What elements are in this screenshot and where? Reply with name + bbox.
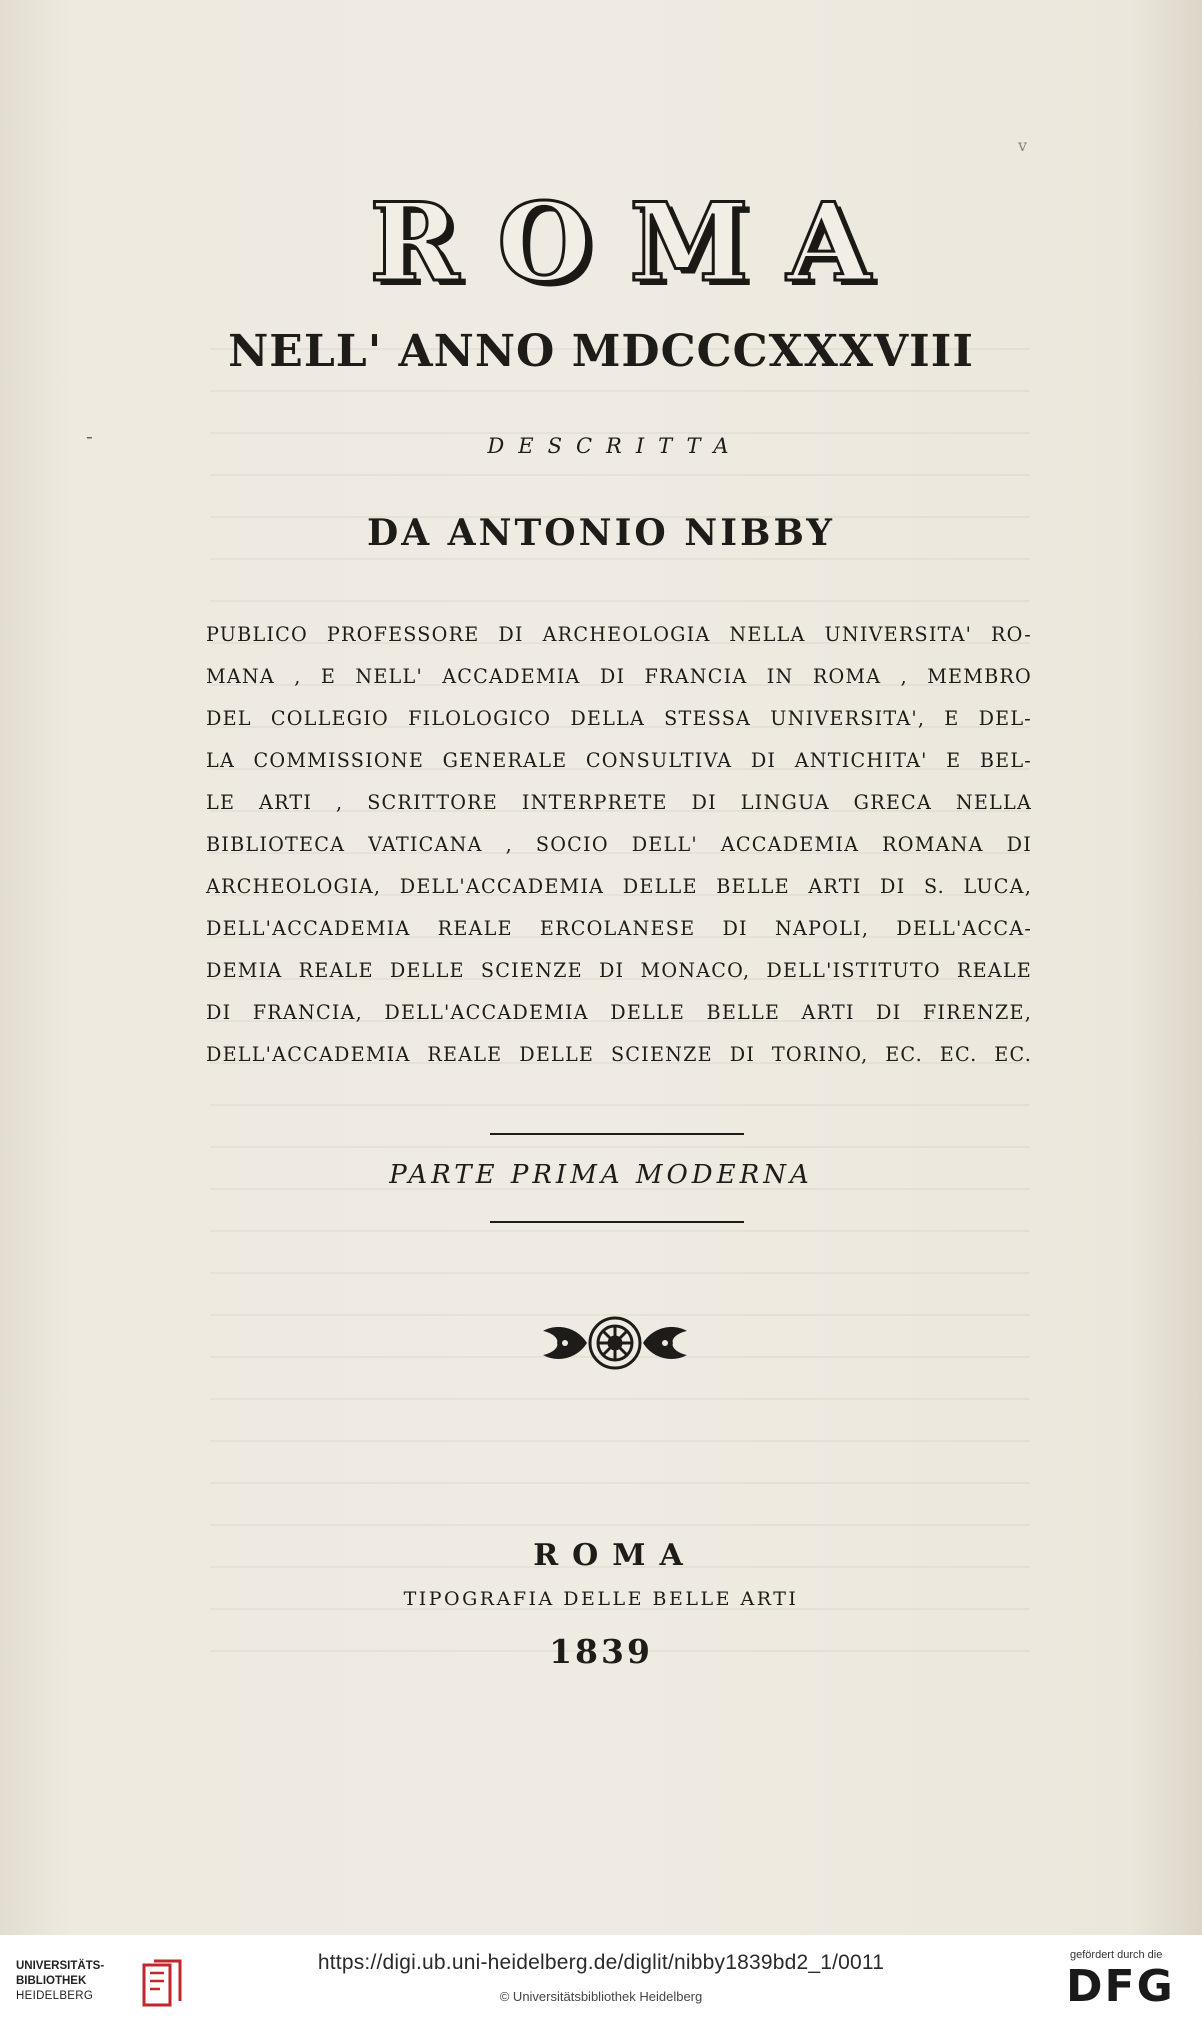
funding-note: gefördert durch die bbox=[1070, 1949, 1163, 1961]
credentials-line: DELL'ACCADEMIA REALE ERCOLANESE DI NAPOLI, DELL'ACCA- bbox=[206, 917, 1032, 940]
credentials-line: LE ARTI , SCRITTORE INTERPRETE DI LINGUA GRECA NELLA bbox=[206, 791, 1032, 814]
credentials-line: ARCHEOLOGIA, DELL'ACCADEMIA DELLE BELLE ARTI DI S. LUCA, bbox=[206, 875, 1032, 898]
dfg-logo[interactable]: DFG bbox=[1066, 1961, 1175, 2012]
credentials-line: LA COMMISSIONE GENERALE CONSULTIVA DI ANTICHITA' E BEL- bbox=[206, 749, 1032, 772]
imprint-city: ROMA bbox=[533, 1538, 697, 1573]
library-name-line: UNIVERSITÄTS- bbox=[16, 1960, 105, 1972]
page-corner-mark: v bbox=[1018, 136, 1028, 155]
copyright-notice: © Universitätsbibliothek Heidelberg bbox=[499, 1989, 703, 2004]
divider-rule-bottom bbox=[490, 1221, 744, 1223]
credentials-line: DELL'ACCADEMIA REALE DELLE SCIENZE DI TORINO, EC. EC. EC. bbox=[206, 1043, 1032, 1066]
credentials-line: PUBLICO PROFESSORE DI ARCHEOLOGIA NELLA UNIVERSITA' RO- bbox=[206, 623, 1032, 646]
descritta-label: DESCRITTA bbox=[487, 434, 743, 458]
part-heading: PARTE PRIMA MODERNA bbox=[389, 1160, 813, 1190]
credentials-line: BIBLIOTECA VATICANA , SOCIO DELL' ACCADEMIA ROMANA DI bbox=[206, 833, 1032, 856]
imprint-printer: TIPOGRAFIA DELLE BELLE ARTI bbox=[403, 1588, 799, 1610]
library-name-line: BIBLIOTHEK bbox=[16, 1975, 87, 1987]
divider-rule-top bbox=[490, 1133, 744, 1135]
fleuron-ornament-icon bbox=[537, 1313, 693, 1373]
author-line: DA ANTONIO NIBBY bbox=[367, 512, 835, 554]
imprint-year: 1839 bbox=[549, 1632, 653, 1671]
credentials-line: DEL COLLEGIO FILOLOGICO DELLA STESSA UNIVERSITA', E DEL- bbox=[206, 707, 1032, 730]
margin-mark: - bbox=[86, 424, 93, 448]
credentials-line: MANA , E NELL' ACCADEMIA DI FRANCIA IN ROMA , MEMBRO bbox=[206, 665, 1032, 688]
digitization-footer bbox=[0, 1935, 1202, 2020]
book-title: ROMA bbox=[369, 180, 909, 306]
library-name-line: HEIDELBERG bbox=[16, 1990, 94, 2002]
book-subtitle: NELL' ANNO MDCCCXXXVIII bbox=[228, 326, 974, 377]
permalink-url[interactable]: https://digi.ub.uni-heidelberg.de/diglit/nibby1839bd2_1/0011 bbox=[317, 1951, 885, 1974]
credentials-line: DI FRANCIA, DELL'ACCADEMIA DELLE BELLE ARTI DI FIRENZE, bbox=[206, 1001, 1032, 1024]
author-credentials bbox=[206, 614, 1032, 1076]
credentials-line: DEMIA REALE DELLE SCIENZE DI MONACO, DELL'ISTITUTO REALE bbox=[206, 959, 1032, 982]
